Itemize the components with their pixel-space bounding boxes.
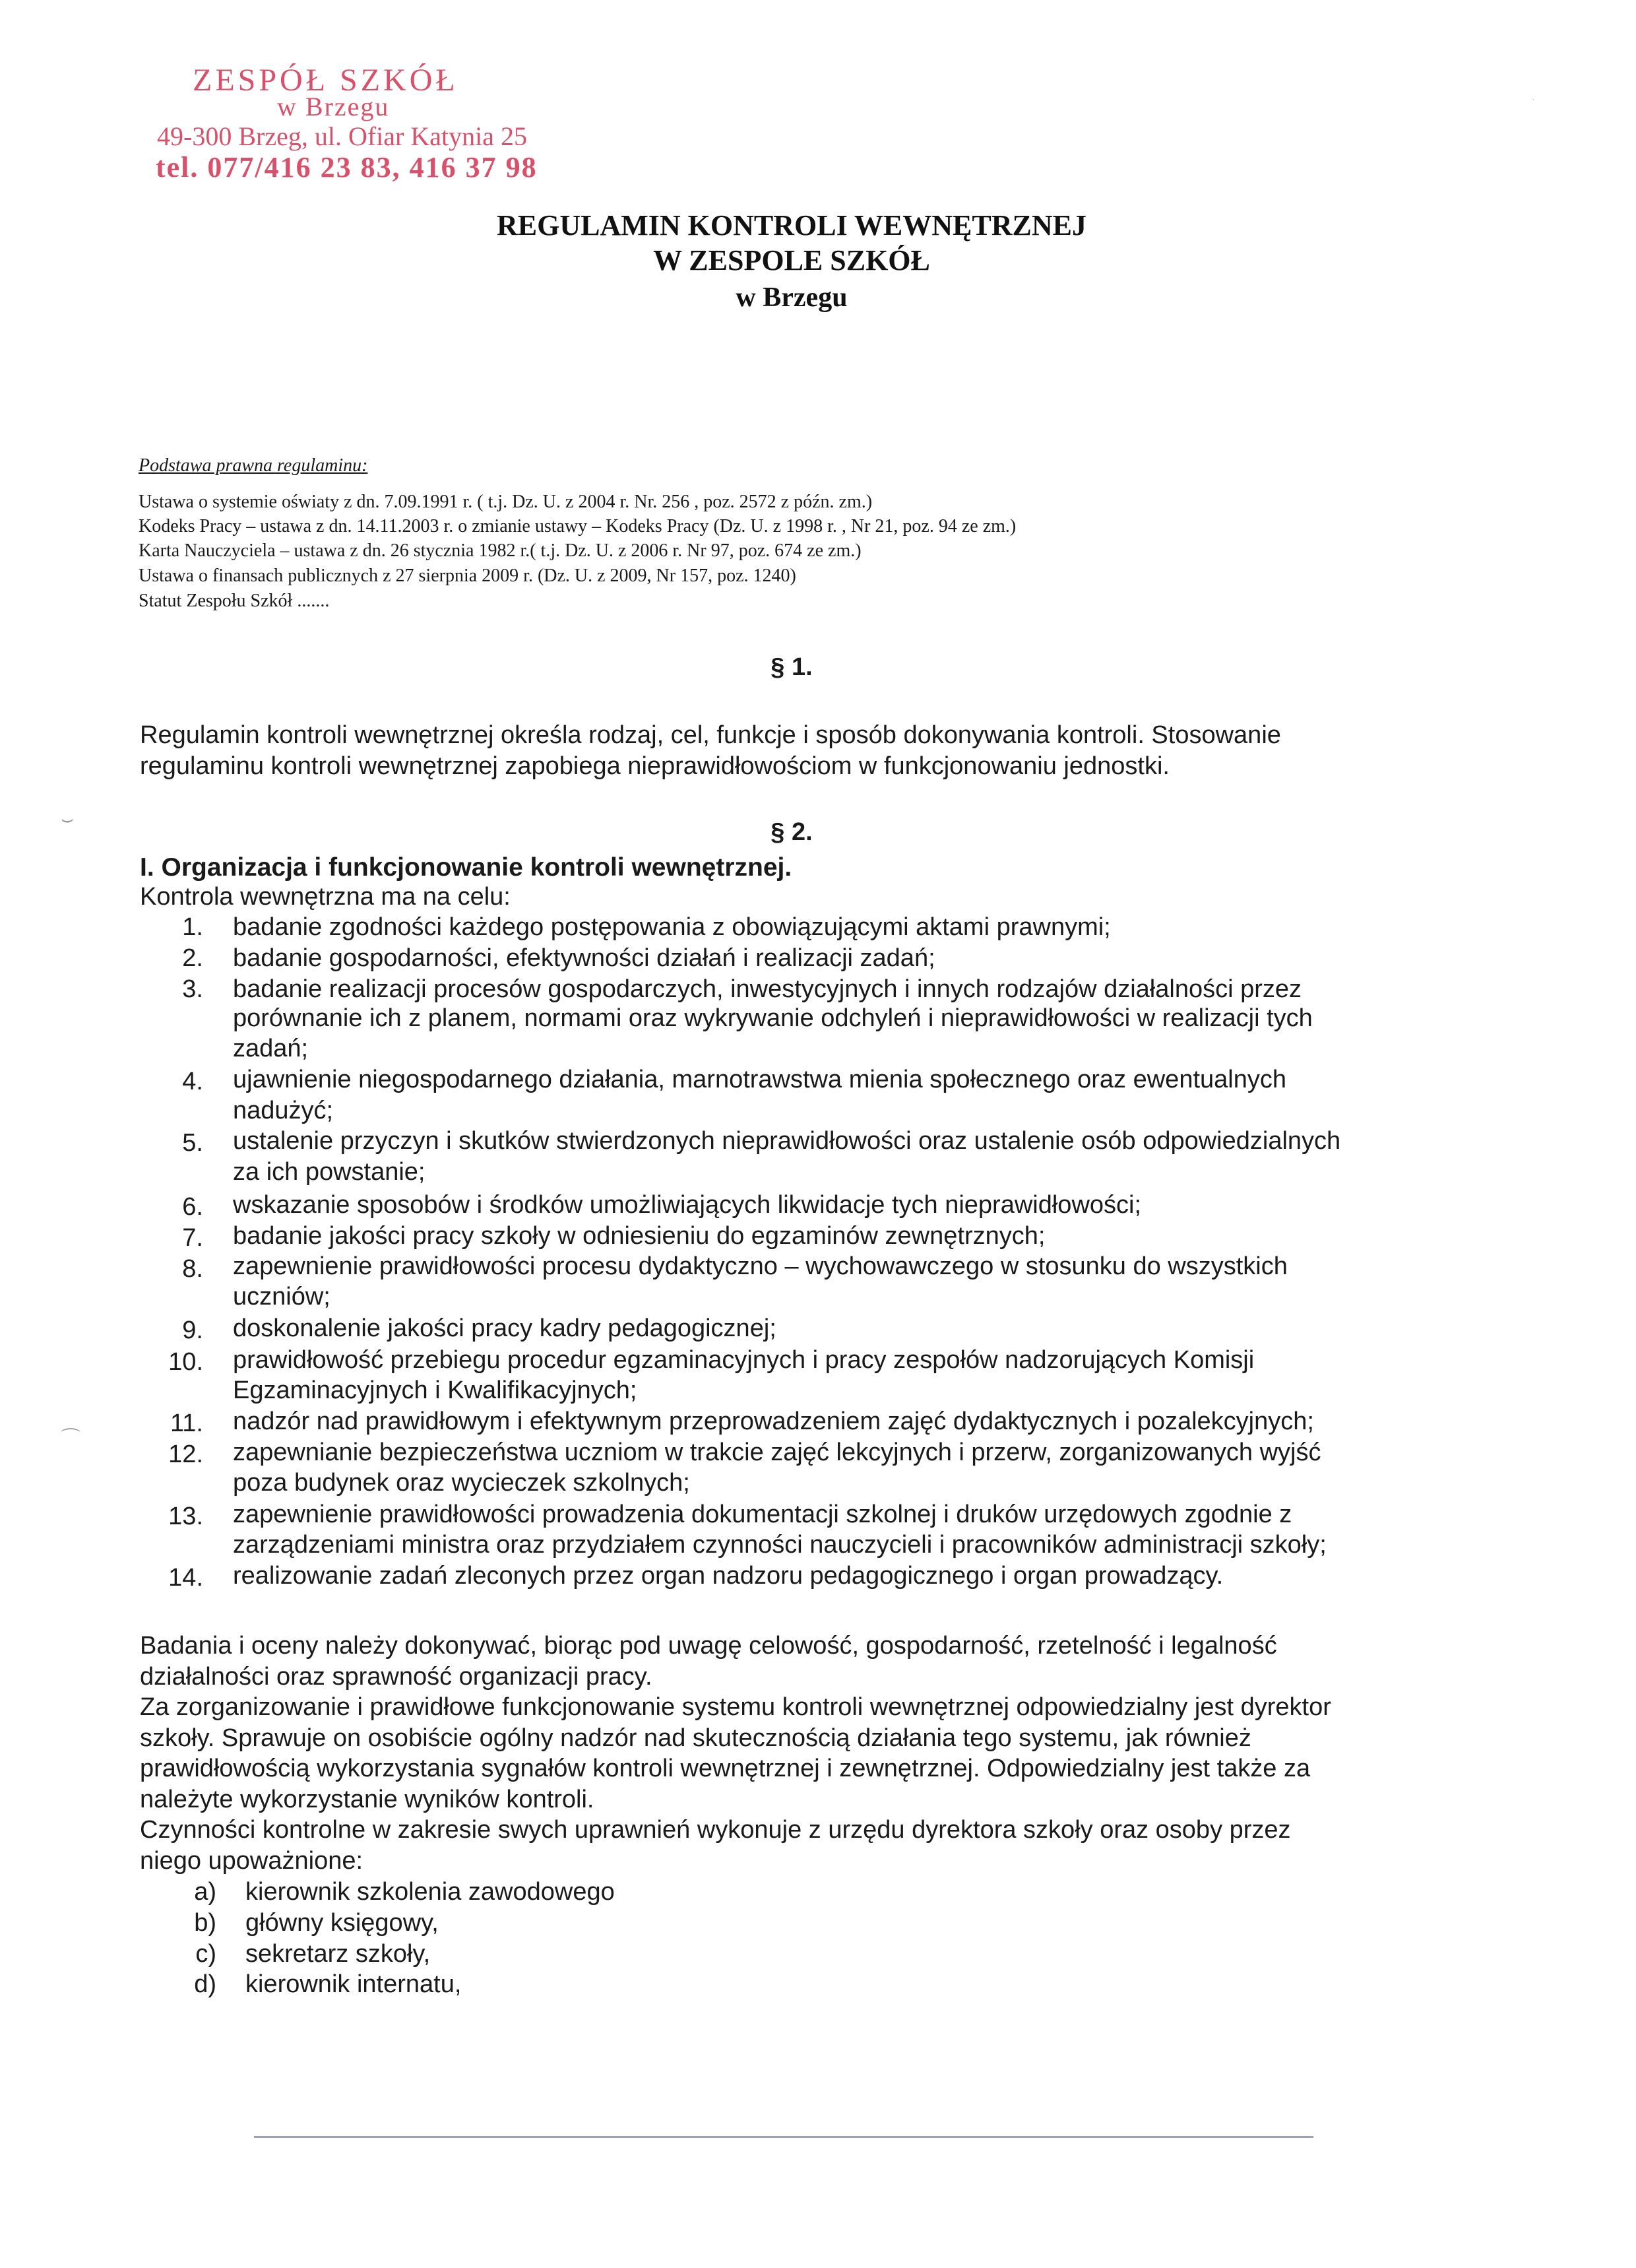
section-2-heading: I. Organizacja i funkcjonowanie kontroli wewnętrznej. <box>140 853 792 882</box>
title-line-1: REGULAMIN KONTROLI WEWNĘTRZNEJ <box>497 209 1086 242</box>
list-item: doskonalenie jakości pracy kadry pedagogicznej; <box>233 1314 776 1342</box>
list-item-continuation: zarządzeniami ministra oraz przydziałem czynności nauczycieli i pracowników administracji szkoły; <box>233 1531 1327 1559</box>
list-item-number: 10. <box>168 1348 203 1376</box>
list-item-number: 1. <box>182 913 203 941</box>
section-2-mark: § 2. <box>771 818 813 846</box>
stamp-school-name: ZESPÓŁ SZKÓŁ <box>193 63 458 98</box>
list-item-number: 9. <box>182 1316 203 1344</box>
list-item: badanie realizacji procesów gospodarczych, inwestycyjnych i innych rodzajów działalności przez <box>233 975 1302 1003</box>
list-item-continuation: nadużyć; <box>233 1097 334 1124</box>
list-item-number: 2. <box>182 944 203 972</box>
body-line: należyte wykorzystanie wyników kontroli. <box>140 1786 594 1813</box>
body-line: Badania i oceny należy dokonywać, biorąc pod uwagę celowość, gospodarność, rzetelność i legalność <box>140 1632 1277 1660</box>
list-item: prawidłowość przebiegu procedur egzaminacyjnych i pracy zespołów nadzorujących Komisji <box>233 1346 1255 1374</box>
list-item-continuation: za ich powstanie; <box>233 1158 425 1186</box>
person-letter: c) <box>195 1940 216 1968</box>
list-item: ujawnienie niegospodarnego działania, marnotrawstwa mienia społecznego oraz ewentualnych <box>233 1066 1286 1093</box>
list-item-continuation: porównanie ich z planem, normami oraz wykrywanie odchyleń i nieprawidłowości w realizacji tych <box>233 1004 1313 1032</box>
list-item-number: 14. <box>168 1564 203 1592</box>
section-2-intro: Kontrola wewnętrzna ma na celu: <box>140 883 511 911</box>
list-item-number: 5. <box>182 1129 203 1157</box>
body-line: działalności oraz sprawność organizacji pracy. <box>140 1663 652 1691</box>
margin-mark: ⌒ <box>61 1428 80 1450</box>
list-item-continuation: zadań; <box>233 1035 309 1062</box>
corner-mark: · <box>1532 94 1535 104</box>
person-letter: b) <box>194 1909 216 1937</box>
list-item-number: 13. <box>168 1503 203 1530</box>
list-item: realizowanie zadań zleconych przez organ nadzoru pedagogicznego i organ prowadzący. <box>233 1562 1224 1590</box>
legal-basis-item: Ustawa o finansach publicznych z 27 sierpnia 2009 r. (Dz. U. z 2009, Nr 157, poz. 1240) <box>139 566 796 586</box>
stamp-city: w Brzegu <box>277 92 390 121</box>
body-line: prawidłowością wykorzystania sygnałów kontroli wewnętrznej i zewnętrznej. Odpowiedzialny jest także za <box>140 1755 1311 1782</box>
title-line-3: w Brzegu <box>736 282 848 313</box>
section-1-line: regulaminu kontroli wewnętrznej zapobiega nieprawidłowościom w funkcjonowaniu jednostki. <box>140 752 1170 780</box>
legal-basis-item: Ustawa o systemie oświaty z dn. 7.09.1991 r. ( t.j. Dz. U. z 2004 r. Nr. 256 , poz. 2572 z późn. zm.) <box>139 492 873 512</box>
list-item-continuation: uczniów; <box>233 1283 330 1311</box>
list-item-continuation: poza budynek oraz wycieczek szkolnych; <box>233 1469 690 1497</box>
list-item-number: 6. <box>182 1193 203 1221</box>
legal-basis-item: Kodeks Pracy – ustawa z dn. 14.11.2003 r. o zmianie ustawy – Kodeks Pracy (Dz. U. z 1998 r. , Nr 21, poz. 94 ze zm.) <box>139 516 1017 536</box>
list-item: wskazanie sposobów i środków umożliwiających likwidacje tych nieprawidłowości; <box>233 1191 1142 1219</box>
title-line-2: W ZESPOLE SZKÓŁ <box>653 244 930 276</box>
person-item: sekretarz szkoły, <box>245 1940 431 1968</box>
section-1-line: Regulamin kontroli wewnętrznej określa rodzaj, cel, funkcje i sposób dokonywania kontroli. Stosowanie <box>140 721 1281 749</box>
person-item: główny księgowy, <box>245 1909 439 1937</box>
list-item: zapewnianie bezpieczeństwa uczniom w trakcie zajęć lekcyjnych i przerw, zorganizowanych wyjść <box>233 1439 1321 1466</box>
person-letter: d) <box>194 1970 216 1998</box>
body-line: Czynności kontrolne w zakresie swych uprawnień wykonuje z urzędu dyrektora szkoły oraz osoby przez <box>140 1816 1291 1844</box>
legal-basis-item: Statut Zespołu Szkół ....... <box>139 591 330 611</box>
list-item: zapewnienie prawidłowości procesu dydaktyczno – wychowawczego w stosunku do wszystkich <box>233 1252 1288 1280</box>
list-item: badanie gospodarności, efektywności działań i realizacji zadań; <box>233 944 935 972</box>
list-item-number: 4. <box>182 1068 203 1095</box>
list-item: zapewnienie prawidłowości prowadzenia dokumentacji szkolnej i druków urzędowych zgodnie z <box>233 1501 1292 1528</box>
footer-divider <box>254 2136 1313 2138</box>
list-item: badanie zgodności każdego postępowania z obowiązującymi aktami prawnymi; <box>233 913 1111 941</box>
list-item-number: 8. <box>182 1255 203 1283</box>
list-item: nadzór nad prawidłowym i efektywnym przeprowadzeniem zajęć dydaktycznych i pozalekcyjnych; <box>233 1408 1314 1435</box>
legal-basis-item: Karta Nauczyciela – ustawa z dn. 26 stycznia 1982 r.( t.j. Dz. U. z 2006 r. Nr 97, poz. 674 ze zm.) <box>139 540 862 561</box>
stamp-address: 49-300 Brzeg, ul. Ofiar Katynia 25 <box>157 121 527 151</box>
list-item-number: 3. <box>182 975 203 1003</box>
list-item: ustalenie przyczyn i skutków stwierdzonych nieprawidłowości oraz ustalenie osób odpowiedzialnych <box>233 1127 1341 1155</box>
legal-basis-heading: Podstawa prawna regulaminu: <box>139 455 368 476</box>
margin-mark: ⌣ <box>61 808 74 830</box>
body-line: szkoły. Sprawuje on osobiście ogólny nadzór nad skutecznością działania tego systemu, jak również <box>140 1724 1251 1752</box>
section-1-mark: § 1. <box>771 653 813 681</box>
person-letter: a) <box>194 1878 216 1906</box>
list-item-number: 7. <box>182 1224 203 1252</box>
list-item-number: 11. <box>170 1409 203 1437</box>
list-item-number: 12. <box>168 1441 203 1468</box>
body-line: niego upoważnione: <box>140 1847 363 1875</box>
list-item: badanie jakości pracy szkoły w odniesieniu do egzaminów zewnętrznych; <box>233 1222 1046 1250</box>
list-item-continuation: Egzaminacyjnych i Kwalifikacyjnych; <box>233 1377 637 1404</box>
person-item: kierownik internatu, <box>245 1970 462 1998</box>
person-item: kierownik szkolenia zawodowego <box>245 1878 615 1906</box>
stamp-phone: tel. 077/416 23 83, 416 37 98 <box>156 151 538 183</box>
body-line: Za zorganizowanie i prawidłowe funkcjonowanie systemu kontroli wewnętrznej odpowiedzialny jest dyrektor <box>140 1693 1331 1721</box>
